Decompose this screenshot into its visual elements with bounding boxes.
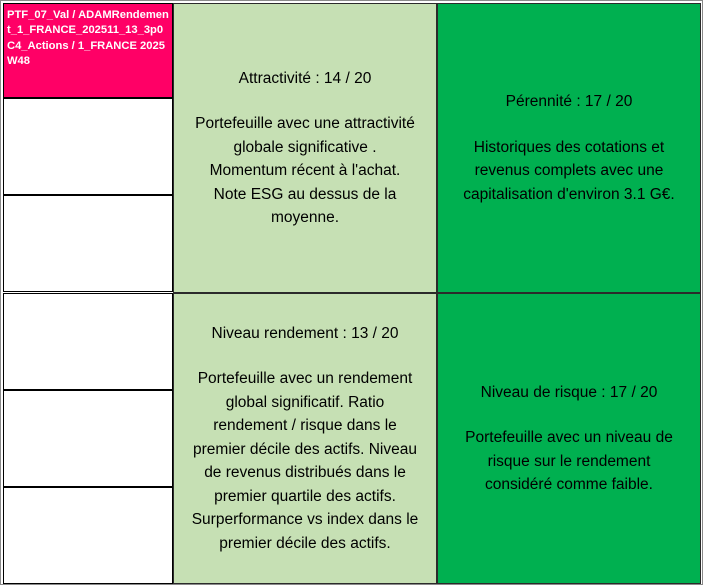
rendement-heading: Niveau rendement : 13 / 20 bbox=[211, 324, 399, 342]
rendement-description: Portefeuille avec un rendement global significatif. Ratio rendement / risque dans le premier décile des actifs. Niveau de revenus distribués dans le premier quartile des actifs. Surperformance vs index dans le premier décile des actifs. bbox=[191, 370, 419, 552]
blank-cell-4 bbox=[3, 390, 173, 487]
rendement-cell bbox=[173, 293, 437, 584]
blank-cell-3 bbox=[3, 293, 173, 390]
risque-description: Portefeuille avec un niveau de risque sur le rendement considéré comme faible. bbox=[465, 429, 673, 493]
portfolio-title-cell bbox=[3, 3, 173, 98]
risque-heading: Niveau de risque : 17 / 20 bbox=[480, 383, 658, 401]
portfolio-title: PTF_07_Val / ADAMRendement_1_FRANCE_202511_13_3p0 C4_Actions / 1_FRANCE 2025W48 bbox=[7, 9, 169, 68]
blank-cell-5 bbox=[3, 487, 173, 584]
perennite-heading: Pérennité : 17 / 20 bbox=[505, 93, 633, 110]
attractivite-heading: Attractivité : 14 / 20 bbox=[238, 69, 372, 87]
perennite-cell bbox=[437, 3, 701, 293]
attractivite-description: Portefeuille avec une attractivité globale significative . Momentum récent à l'achat. Note ESG au dessus de la moyenne. bbox=[195, 115, 415, 226]
blank-cell-1 bbox=[3, 98, 173, 195]
blank-cell-2 bbox=[3, 195, 173, 292]
risque-cell bbox=[437, 293, 701, 584]
attractivite-cell bbox=[173, 3, 437, 293]
perennite-description: Historiques des cotations et revenus complets avec une capitalisation d'environ 3.1 G€. bbox=[463, 138, 675, 203]
